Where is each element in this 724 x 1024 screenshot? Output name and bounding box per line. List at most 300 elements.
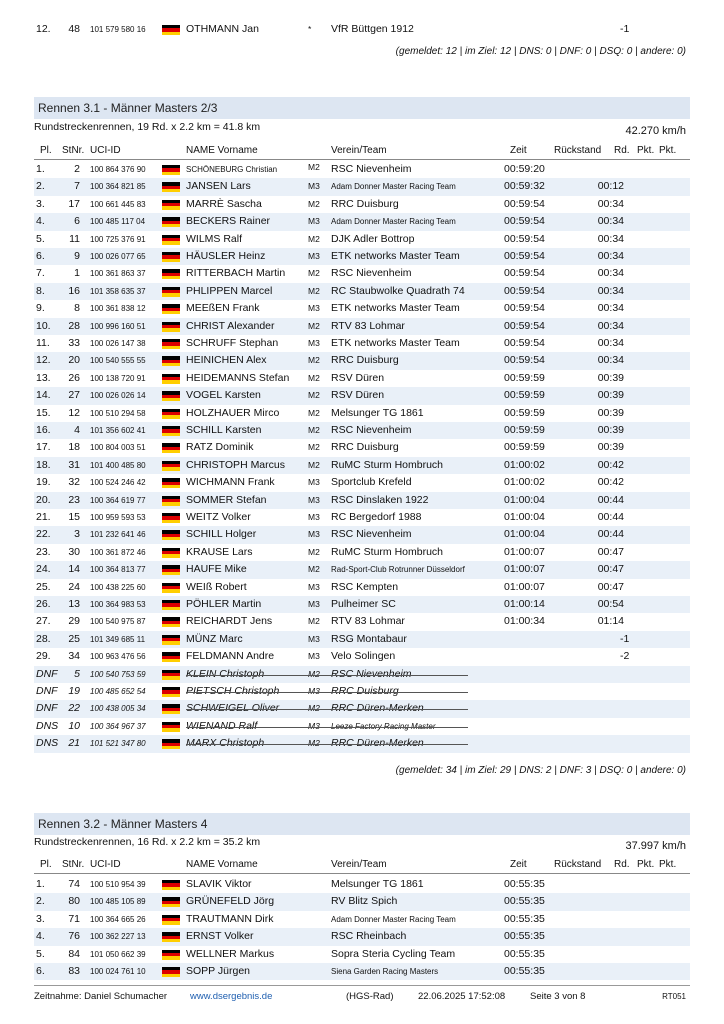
start-number: 12 [68,406,80,419]
club-name: RSC Rheinbach [331,930,407,943]
result-row [34,648,690,665]
start-number: 83 [68,965,80,977]
germany-flag-icon [162,287,180,297]
col-gap: Rückstand [554,145,602,156]
result-row [34,946,690,963]
rider-name: PHLIPPEN Marcel [186,284,273,297]
uci-id: 100 438 225 60 [90,582,146,592]
time-gap: 00:12 [597,180,624,193]
time-gap: 01:14 [597,615,624,628]
uci-id: 101 232 641 46 [90,530,146,540]
category: M2 [308,425,320,435]
start-number: 24 [68,580,80,593]
placing: 22. [36,528,51,541]
category: M3 [308,477,320,488]
category: M2 [308,198,320,209]
uci-id: 100 361 838 12 [90,304,146,314]
finish-time: 00:59:54 [504,250,545,262]
finish-time: 00:55:35 [504,912,545,925]
club-name: Adam Donner Master Racing Team [331,217,456,227]
start-number: 48 [68,23,80,35]
placing: 12. [36,354,51,367]
time-gap: 00:39 [597,389,624,402]
rider-name: MEEßEN Frank [186,302,260,315]
strikethrough-line [186,727,468,728]
club-name: Adam Donner Master Racing Team [331,914,456,924]
rider-name: SOMMER Stefan [186,493,267,506]
placing: 6. [36,965,45,977]
strikethrough-line [186,675,468,676]
category: M3 [308,651,320,662]
germany-flag-icon [162,530,180,540]
placing: 16. [36,424,51,436]
placing: 8. [36,284,45,297]
placing: 21. [36,511,51,523]
start-number: 10 [68,719,80,732]
start-number: 27 [68,389,80,402]
time-gap: 00:47 [597,545,624,558]
race1-column-header [34,143,690,160]
germany-flag-icon [162,687,180,697]
placing: 6. [36,250,45,262]
uci-id: 100 661 445 83 [90,199,146,209]
finish-time: 00:59:54 [504,319,545,332]
uci-id: 100 524 246 42 [90,478,146,488]
result-row [34,231,690,248]
rider-name: WEITZ Volker [186,511,251,523]
rider-name: SCHWEIGEL Oliver [186,702,280,715]
result-row [34,683,690,700]
club-name: Pulheimer SC [331,598,396,610]
category: M2 [308,390,320,401]
col-pkt2: Pkt. [659,145,677,156]
uci-id: 101 521 347 80 [90,739,146,749]
result-row [34,318,690,335]
category: M2 [308,616,320,627]
club-name: RSC Nievenheim [331,424,412,436]
footer-website-link[interactable]: www.dsergebnis.de [190,991,273,1002]
uci-id: 101 579 580 16 [90,25,146,34]
result-row [34,457,690,474]
finish-time: 00:59:32 [504,180,545,193]
germany-flag-icon [162,478,180,488]
race2-description: Rundstreckenrennen, 16 Rd. x 2.2 km = 35.2 km [34,836,261,848]
start-number: 5 [74,667,80,680]
rider-name: SCHÖNEBURG Christian [186,165,278,174]
uci-id: 100 024 761 10 [90,967,146,976]
result-row [34,579,690,596]
placing: 14. [36,389,51,402]
uci-id: 101 050 662 39 [90,949,146,959]
race1-speed: 42.270 km/h [625,125,686,137]
finish-time: 01:00:14 [504,598,545,610]
club-name: RRC Düren-Merken [331,702,424,715]
germany-flag-icon [162,443,180,453]
club-name: RSC Dinslaken 1922 [331,493,429,506]
rider-name: MARX Christoph [186,737,265,750]
germany-flag-icon [162,426,180,436]
rider-name: RITTERBACH Martin [186,267,286,280]
finish-time: 00:59:20 [504,163,545,175]
rider-name: RATZ Dominik [186,441,254,454]
points: -1 [620,23,630,35]
uci-id: 100 364 967 37 [90,721,146,731]
germany-flag-icon [162,25,180,35]
result-row [34,178,690,195]
col-gap: Rückstand [554,859,602,870]
rider-name: VOGEL Karsten [186,389,261,402]
rider-name: SCHRUFF Stephan [186,337,279,349]
finish-time: 01:00:02 [504,458,545,471]
start-number: 33 [68,337,80,349]
club-name: Velo Solingen [331,650,396,663]
germany-flag-icon [162,252,180,262]
placing: 24. [36,563,51,576]
start-number: 16 [68,284,80,297]
germany-flag-icon [162,652,180,662]
club-name: RV Blitz Spich [331,895,398,908]
uci-id: 100 510 294 58 [90,408,146,418]
category: M2 [308,459,320,470]
uci-id: 100 138 720 91 [90,373,146,383]
start-number: 14 [68,563,80,576]
page-footer [34,985,690,1008]
club-name: RuMC Sturm Hombruch [331,458,444,471]
placing: 3. [36,912,45,925]
placing: 11. [36,337,50,349]
germany-flag-icon [162,583,180,593]
col-club: Verein/Team [331,145,387,156]
start-number: 11 [69,232,80,245]
uci-id: 100 959 593 53 [90,513,146,522]
club-name: Adam Donner Master Racing Team [331,182,456,192]
category: M2 [308,285,320,296]
result-row [34,196,690,213]
result-row [34,335,690,352]
result-row [34,405,690,422]
germany-flag-icon [162,496,180,506]
uci-id: 100 510 954 39 [90,880,146,889]
start-number: 31 [68,458,80,471]
rider-name: WELLNER Markus [186,947,275,960]
result-row [34,928,690,945]
start-number: 18 [68,441,80,454]
rider-name: FELDMANN Andre [186,650,275,663]
placing: DNS [36,737,59,750]
placing: 13. [36,371,51,384]
time-gap: 00:42 [597,458,624,471]
col-nr: StNr. [62,859,85,870]
club-name: RSC Nievenheim [331,528,412,541]
category: M2 [308,407,320,418]
race2-title: Rennen 3.2 - Männer Masters 4 [34,813,690,835]
rider-name: KLEIN Christoph [186,667,265,680]
rider-name: PIETSCH Christoph [186,685,280,697]
col-pl: Pl. [40,145,52,156]
finish-time: 01:00:04 [504,528,545,541]
rider-name: MÜNZ Marc [186,632,243,645]
uci-id: 100 026 026 14 [90,391,146,401]
germany-flag-icon [162,409,180,419]
uci-id: 101 356 602 41 [90,426,146,435]
placing: 1. [36,163,45,175]
uci-id: 100 804 003 51 [90,443,146,453]
result-row [34,265,690,282]
placing: 28. [36,632,51,645]
result-row [34,422,690,439]
uci-id: 100 026 147 38 [90,339,146,348]
club-name: Sportclub Krefeld [331,476,412,489]
placing: 9. [36,302,45,315]
rider-name: KRAUSE Lars [186,545,253,558]
time-gap: 00:44 [597,528,624,541]
rider-name: BECKERS Rainer [186,215,271,228]
rider-name: WICHMANN Frank [186,476,275,489]
time-gap: 00:47 [597,580,624,593]
category: M3 [308,599,320,609]
race2-speed: 37.997 km/h [625,840,686,852]
category: M3 [308,581,320,592]
start-number: 74 [68,878,80,890]
start-number: 3 [74,528,80,541]
rider-name: CHRISTOPH Marcus [186,458,285,471]
footer-system: (HGS-Rad) [346,991,394,1002]
uci-id: 100 026 077 65 [90,252,146,261]
time-gap: 00:34 [597,232,624,245]
result-row [34,370,690,387]
category: M3 [308,251,320,261]
col-name: NAME Vorname [186,859,258,870]
uci-id: 100 963 476 56 [90,652,146,662]
club-name: RuMC Sturm Hombruch [331,545,444,558]
finish-time: 01:00:02 [504,476,545,489]
rider-name: SLAVIK Viktor [186,878,252,890]
result-row [34,561,690,578]
result-row [34,283,690,300]
club-name: RRC Duisburg [331,441,399,454]
uci-id: 100 364 813 77 [90,565,146,575]
time-gap: 00:34 [597,197,624,210]
germany-flag-icon [162,915,180,925]
col-nr: StNr. [62,145,85,156]
germany-flag-icon [162,617,180,627]
result-row [34,963,690,980]
category: M2 [308,564,320,575]
result-row [34,631,690,648]
germany-flag-icon [162,704,180,714]
result-row [34,613,690,630]
club-name: RRC Duisburg [331,685,399,697]
rider-name: WILMS Ralf [186,232,243,245]
germany-flag-icon [162,897,180,907]
result-row [34,876,690,893]
start-number: 4 [74,424,80,436]
result-row [34,352,690,369]
club-name: RSG Montabaur [331,632,407,645]
category: M3 [308,686,320,696]
result-row [34,718,690,735]
category: M3 [308,216,320,227]
finish-time: 00:59:59 [504,424,545,436]
germany-flag-icon [162,950,180,960]
germany-flag-icon [162,565,180,575]
club-name: Siena Garden Racing Masters [331,967,439,976]
time-gap: 00:39 [597,424,624,436]
germany-flag-icon [162,374,180,384]
strikethrough-line [186,709,468,710]
finish-time: 01:00:07 [504,563,545,576]
rider-name: SOPP Jürgen [186,965,251,977]
time-gap: 00:34 [597,354,624,367]
club-name: VfR Büttgen 1912 [331,23,414,35]
germany-flag-icon [162,304,180,314]
start-number: 6 [74,215,80,228]
germany-flag-icon [162,722,180,732]
result-row [34,387,690,404]
placing: 3. [36,197,45,210]
finish-time: 01:00:07 [504,545,545,558]
rider-name: HEIDEMANNS Stefan [186,371,290,384]
start-number: 13 [68,598,80,610]
uci-id: 100 364 983 53 [90,600,146,609]
result-row [34,492,690,509]
club-name: RSC Nievenheim [331,667,412,680]
club-name: ETK networks Master Team [331,302,460,315]
col-rd: Rd. [614,145,630,156]
points: -1 [620,632,630,645]
finish-time: 00:59:54 [504,232,545,245]
club-name: RSV Düren [331,389,385,402]
col-club: Verein/Team [331,859,387,870]
club-name: RRC Duisburg [331,197,399,210]
uci-id: 100 540 975 87 [90,617,146,627]
result-row [34,248,690,265]
uci-id: 100 485 117 04 [90,217,146,227]
rider-name: GRÜNEFELD Jörg [186,895,275,908]
finish-time: 00:59:59 [504,441,545,454]
start-number: 20 [68,354,80,367]
start-number: 17 [68,197,80,210]
result-row [34,666,690,683]
finish-time: 00:59:54 [504,267,545,280]
category: M3 [308,181,320,192]
result-row [34,700,690,717]
category: M2 [308,268,320,279]
result-row [34,544,690,561]
result-row [34,213,690,230]
uci-id: 101 358 635 37 [90,286,146,296]
start-number: 25 [68,632,80,645]
germany-flag-icon [162,165,180,175]
col-pkt1: Pkt. [637,859,655,870]
col-name: NAME Vorname [186,145,258,156]
placing: 4. [36,215,45,228]
start-number: 21 [68,737,80,750]
placing: 4. [36,930,45,943]
uci-id: 100 438 005 34 [90,704,146,714]
placing: 17. [36,441,51,454]
uci-id: 101 349 685 11 [90,634,146,644]
placing: 2. [36,895,45,908]
start-number: 2 [74,163,80,175]
placing: 20. [36,493,51,506]
time-gap: 00:34 [597,284,624,297]
rider-name: HOLZHAUER Mirco [186,406,280,419]
club-name: DJK Adler Bottrop [331,232,415,245]
finish-time: 00:55:35 [504,965,545,977]
time-gap: 00:54 [597,598,624,610]
uci-id: 100 364 619 77 [90,495,146,505]
placing: DNF [36,685,58,697]
col-time: Zeit [510,859,527,870]
uci-id: 100 725 376 91 [90,234,146,244]
result-row [34,21,690,38]
start-number: 76 [68,930,80,943]
category: M2 [308,372,320,383]
uci-id: 100 364 665 26 [90,914,146,924]
start-number: 28 [68,319,80,332]
germany-flag-icon [162,635,180,645]
placing: 29. [36,650,51,663]
rider-name: WEIß Robert [186,580,247,593]
time-gap: 00:39 [597,371,624,384]
result-row [34,439,690,456]
rider-name: HAUFE Mike [186,563,247,576]
start-number: 71 [68,912,80,925]
germany-flag-icon [162,670,180,680]
rider-name: TRAUTMANN Dirk [186,912,274,925]
finish-time: 00:59:59 [504,389,545,402]
finish-time: 00:59:54 [504,302,545,315]
start-number: 22 [68,702,80,715]
start-number: 80 [68,895,80,908]
finish-time: 00:59:54 [504,337,545,349]
start-number: 34 [68,650,80,663]
finish-time: 00:59:59 [504,371,545,384]
category: M2 [308,320,320,331]
top-summary: (gemeldet: 12 | im Ziel: 12 | DNS: 0 | DNF: 0 | DSQ: 0 | andere: 0) [395,46,686,57]
uci-id: 100 996 160 51 [90,321,146,331]
category: M2 [308,355,320,366]
club-name: Sopra Steria Cycling Team [331,947,456,960]
start-number: 9 [74,250,80,262]
finish-time: 01:00:07 [504,580,545,593]
col-uci: UCI-ID [90,859,121,870]
finish-time: 00:55:35 [504,930,545,943]
club-name: RSC Kempten [331,580,399,593]
club-name: Melsunger TG 1861 [331,878,424,890]
time-gap: 00:39 [597,406,624,419]
start-number: 30 [68,545,80,558]
footer-timing: Zeitnahme: Daniel Schumacher [34,991,168,1002]
germany-flag-icon [162,235,180,245]
strikethrough-line [186,744,468,745]
race1-summary: (gemeldet: 34 | im Ziel: 29 | DNS: 2 | DNF: 3 | DSQ: 0 | andere: 0) [395,765,686,776]
time-gap: 00:39 [597,441,624,454]
footer-page-number: Seite 3 von 8 [530,991,586,1002]
result-row [34,911,690,928]
uci-id: 100 540 555 55 [90,356,146,366]
category: M3 [308,512,320,522]
rider-name: HÄUSLER Heinz [186,250,266,262]
uci-id: 100 362 227 13 [90,932,146,942]
placing: 27. [36,615,51,628]
rider-name: MARRÈ Sascha [186,197,262,210]
placing: 10. [36,319,51,332]
germany-flag-icon [162,339,180,349]
category: M3 [308,633,320,644]
germany-flag-icon [162,461,180,471]
